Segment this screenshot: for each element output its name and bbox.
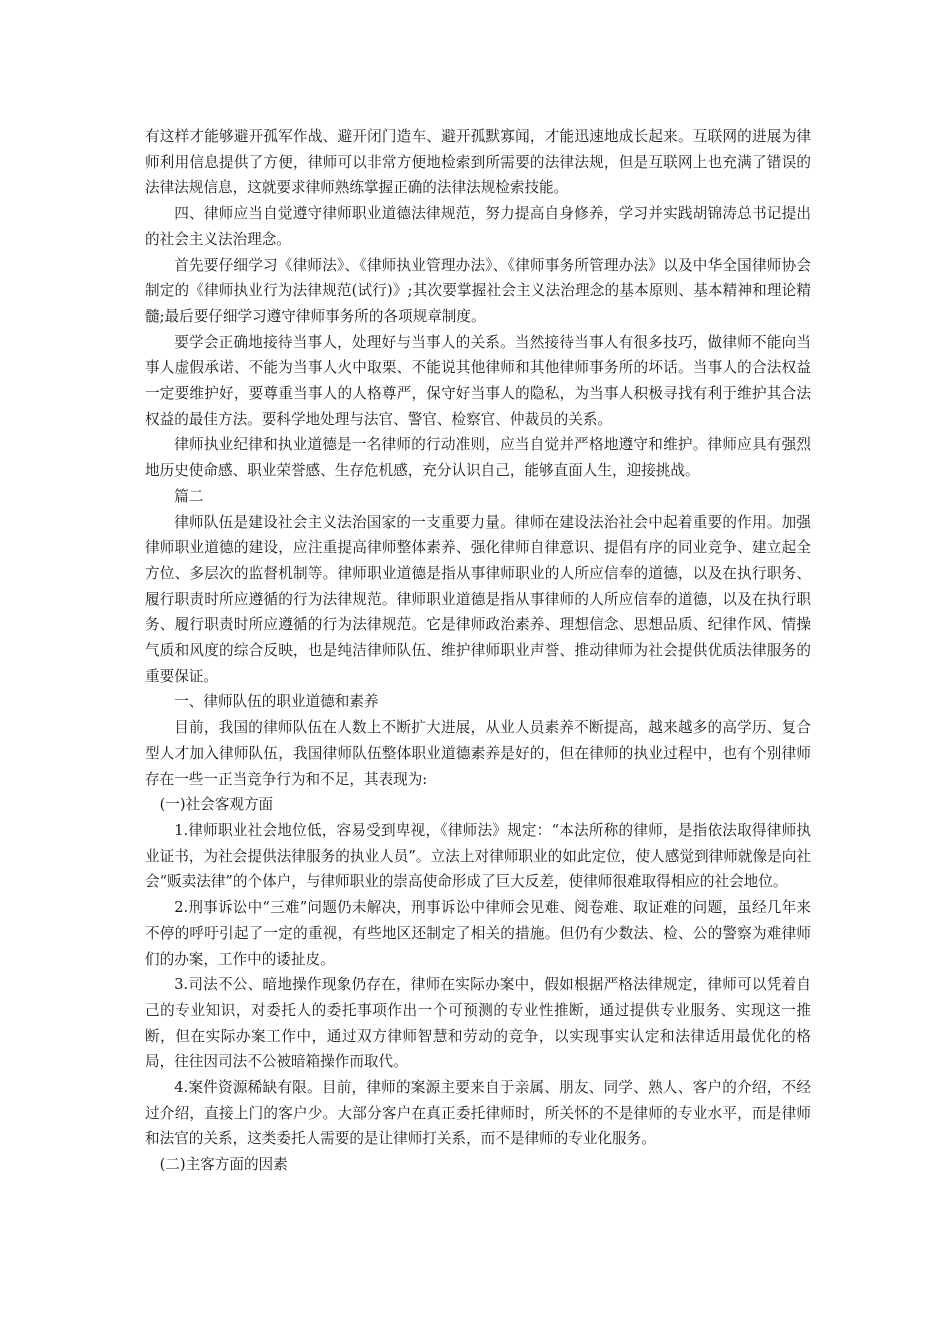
list-item: 4.案件资源稀缺有限。目前，律师的案源主要来自于亲属、朋友、同学、熟人、客户的介绍，不经过介绍，直接上门的客户少。大部分客户在真正委托律师时，所关怀的不是律师的专业水平，而是律师和法官的关系，这类委托人需要的是让律师打关系，而不是律师的专业化服务。 xyxy=(145,1079,811,1148)
paragraph: 四、律师应当自觉遵守律师职业道德法律规范，努力提高自身修养，学习并实践胡锦涛总书记提出的社会主义法治理念。 xyxy=(145,205,811,248)
document-body xyxy=(145,124,811,1178)
list-item: 2.刑事诉讼中“三难”问题仍未解决，刑事诉讼中律师会见难、阅卷难、取证难的问题，虽经几年来不停的呼吁引起了一定的重视，有些地区还制定了相关的措施。但仍有少数法、检、公的警察为难律师们的办案，工作中的诿扯皮。 xyxy=(145,899,811,968)
paragraph: 律师执业纪律和执业道德是一名律师的行动准则，应当自觉并严格地遵守和维护。律师应具有强烈地历史使命感、职业荣誉感、生存危机感，充分认识自己，能够直面人生，迎接挑战。 xyxy=(145,436,811,480)
paragraph: 要学会正确地接待当事人，处理好与当事人的关系。当然接待当事人有很多技巧，做律师不能向当事人虚假承诺、不能为当事人火中取栗、不能说其他律师和其他律师事务所的坏话。当事人的合法权益一定要维护好，要尊重当事人的人格尊严，保守好当事人的隐私，为当事人积极寻找有利于维护其合法权益的最佳方法。要科学地处理与法官、警官、检察官、仲裁员的关系。 xyxy=(145,333,811,428)
paragraph: 目前，我国的律师队伍在人数上不断扩大进展，从业人员素养不断提高，越来越多的高学历、复合型人才加入律师队伍，我国律师队伍整体职业道德素养是好的，但在律师的执业过程中，也有个别律师存在一些一正当竞争行为和不足，其表现为: xyxy=(145,719,811,788)
list-item: 3.司法不公、暗地操作现象仍存在，律师在实际办案中，假如根据严格法律规定，律师可以凭着自己的专业知识，对委托人的委托事项作出一个可预测的专业性推断，通过提供专业服务、实现这一推断，但在实际办案工作中，通过双方律师智慧和劳动的竞争，以实现事实认定和法律适用最优化的格局，往往因司法不公被暗箱操作而取代。 xyxy=(145,976,811,1071)
paragraph: 有这样才能够避开孤军作战、避开闭门造车、避开孤默寡闻，才能迅速地成长起来。互联网的进展为律师利用信息提供了方便，律师可以非常方便地检索到所需要的法律法规，但是互联网上也充满了错误的法律法规信息，这就要求律师熟练掌握正确的法律法规检索技能。 xyxy=(145,128,811,197)
section-heading: 一、律师队伍的职业道德和素养 xyxy=(174,693,379,711)
list-item: 1.律师职业社会地位低，容易受到卑视，《律师法》规定：“本法所称的律师，是指依法取得律师执业证书，为社会提供法律服务的执业人员”。立法上对律师职业的如此定位，使人感觉到律师就像是向社会“贩卖法律”的个体户，与律师职业的崇高使命形成了巨大反差，使律师很难取得相应的社会地位。 xyxy=(145,821,811,891)
subsection-heading: (二)主客方面的因素 xyxy=(159,1156,288,1174)
paragraph: 律师队伍是建设社会主义法治国家的一支重要力量。律师在建设法治社会中起着重要的作用。加强律师职业道德的建设，应注重提高律师整体素养、强化律师自律意识、提倡有序的同业竞争、建立起全方位、多层次的监督机制等。律师职业道德是指从事律师职业的人所应信奉的道德，以及在执行职务、履行职责时所应遵循的行为法律规范。律师职业道德是指从事律师的人所应信奉的道德，以及在执行职务、履行职责时所应遵循的行为法律规范。它是律师政治素养、理想信念、思想品质、纪律作风、情操气质和风度的综合反映，也是纯洁律师队伍、维护律师职业声誉、推动律师为社会提供优质法律服务的重要保证。 xyxy=(145,513,811,685)
paragraph: 首先要仔细学习《律师法》、《律师执业管理办法》、《律师事务所管理办法》以及中华全国律师协会制定的《律师执业行为法律规范(试行)》;其次要掌握社会主义法治理念的基本原则、基本精神和理论精髓;最后要仔细学习遵守律师事务所的各项规章制度。 xyxy=(145,256,811,325)
section-title: 篇二 xyxy=(174,487,204,505)
subsection-heading: (一)社会客观方面 xyxy=(159,796,274,814)
